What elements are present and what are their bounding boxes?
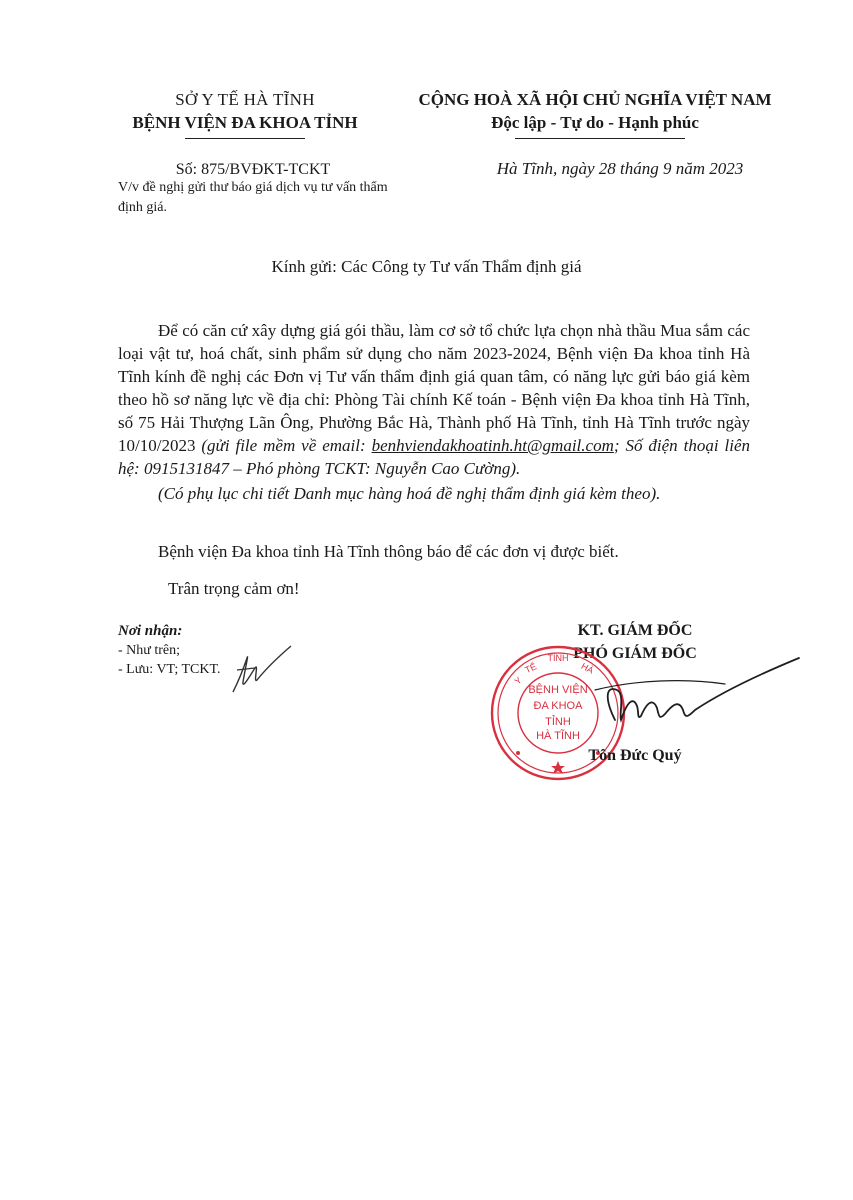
stamp-ring-char: HÀ xyxy=(579,660,596,676)
stamp-ring-char: Y xyxy=(512,674,524,687)
stamp-line: ĐA KHOA xyxy=(533,700,583,712)
header-left-underline xyxy=(185,138,305,139)
hospital-name: BỆNH VIỆN ĐA KHOA TỈNH xyxy=(132,113,358,132)
body-paragraph xyxy=(118,319,750,480)
date-line: Hà Tĩnh, ngày 28 tháng 9 năm 2023 xyxy=(496,159,744,178)
closing-thanks: Trân trọng cảm ơn! xyxy=(168,579,300,598)
contact-suffix: ; Số điện thoại liên hệ: 0915131847 – Phó phòng TCKT: Nguyễn Cao Cường). xyxy=(118,436,750,478)
recipient-line: Kính gửi: Các Công ty Tư vấn Thẩm định giá xyxy=(271,257,582,276)
recipient-item: - Như trên; xyxy=(118,643,181,658)
annex-note: (Có phụ lục chi tiết Danh mục hàng hoá đề nghị thẩm định giá kèm theo). xyxy=(158,484,661,503)
signer-name: Tôn Đức Quý xyxy=(588,747,682,764)
stamp-line: BỆNH VIỆN xyxy=(528,684,588,696)
document-number: Số: 875/BVĐKT-TCKT xyxy=(175,161,331,178)
recipient-item: - Lưu: VT; TCKT. xyxy=(118,662,221,677)
notification-line: Bệnh viện Đa khoa tỉnh Hà Tĩnh thông báo để các đơn vị được biết. xyxy=(158,542,619,561)
body-main-text: Để có căn cứ xây dựng giá gói thầu, làm cơ sở tổ chức lựa chọn nhà thầu Mua sắm các loại vật tư, hoá chất, sinh phẩm sử dụng cho năm 2023-2024, Bệnh viện Đa khoa tỉnh Hà Tĩnh kính đề nghị các Đơn vị Tư vấn thẩm định giá quan tâm, có năng lực gửi báo giá kèm theo hồ sơ năng lực về địa chỉ: Phòng Tài chính Kế toán - Bệnh viện Đa khoa tỉnh Hà Tĩnh, số 75 Hải Thượng Lãn Ông, Phường Bắc Hà, Thành phố Hà Tĩnh, tỉnh Hà Tĩnh trước ngày 10/10/2023 xyxy=(118,321,750,455)
national-motto: Độc lập - Tự do - Hạnh phúc xyxy=(491,113,699,132)
recipients-title: Nơi nhận: xyxy=(118,623,183,639)
stamp-ring-char: TỈNH xyxy=(547,653,569,663)
department-name: SỞ Y TẾ HÀ TĨNH xyxy=(175,90,315,109)
handwritten-signature-icon xyxy=(575,650,805,740)
position-line: PHÓ GIÁM ĐỐC xyxy=(573,645,697,662)
stamp-ring-char: TẾ xyxy=(523,661,539,676)
contact-prefix: (gửi file mềm về email: xyxy=(195,436,372,455)
nation-title: CỘNG HOÀ XÃ HỘI CHỦ NGHĨA VIỆT NAM xyxy=(418,90,772,109)
stamp-line: TỈNH xyxy=(545,716,571,728)
authority-line: KT. GIÁM ĐỐC xyxy=(577,622,693,639)
header-right-underline xyxy=(515,138,685,139)
letter-body xyxy=(118,319,750,505)
issuing-organization xyxy=(100,88,390,134)
initials-signature-icon xyxy=(225,640,295,700)
stamp-line: HÀ TĨNH xyxy=(536,730,580,742)
national-header xyxy=(390,88,800,134)
email-link[interactable]: benhviendakhoatinh.ht@gmail.com xyxy=(371,436,614,455)
document-subject: V/v đề nghị gửi thư báo giá dịch vụ tư vấn thẩm định giá. xyxy=(118,180,388,215)
